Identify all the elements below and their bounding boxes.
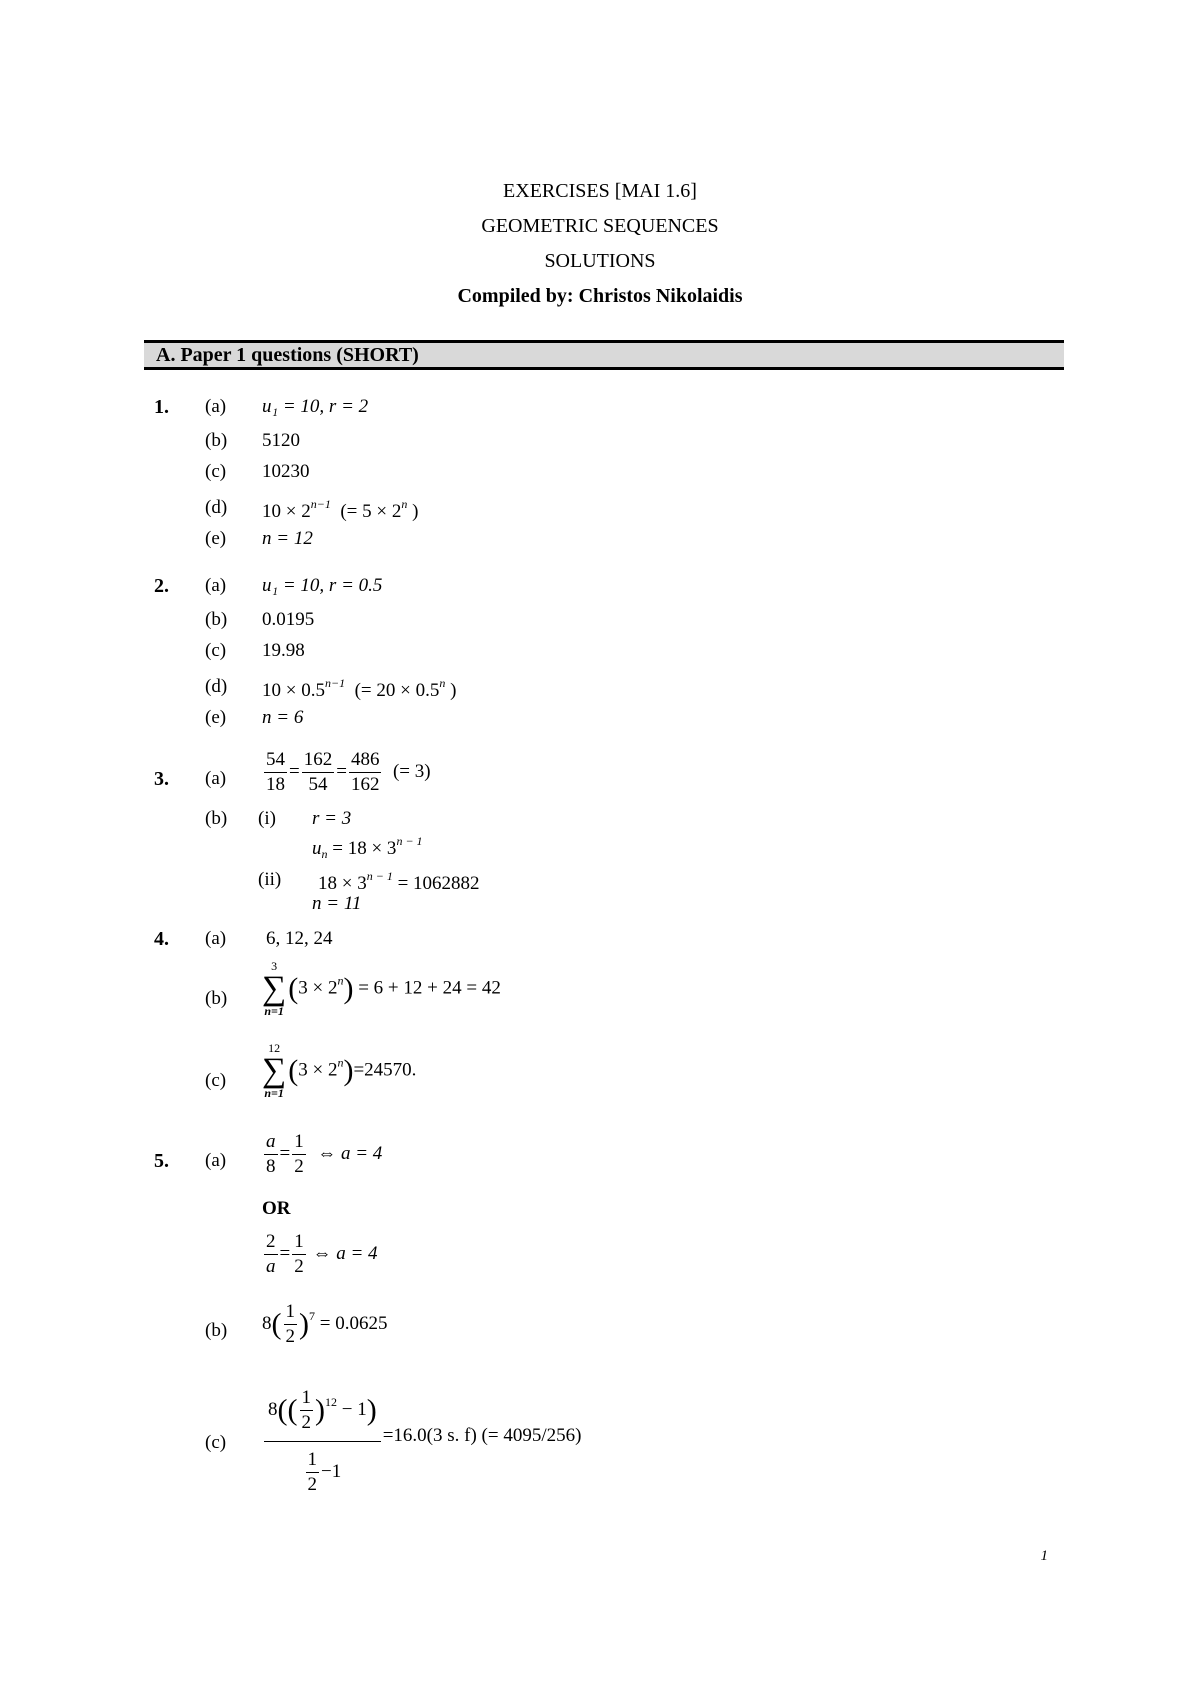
q1-d-alt: (= 5 × 2: [340, 501, 402, 522]
q3-a-fraction-3: $\frac{486}{162}$: [350, 749, 380, 795]
doc-subtitle: GEOMETRIC SEQUENCES: [481, 215, 719, 237]
section-header: [144, 340, 1064, 370]
q3-b-ii-line2: n = 11: [312, 893, 362, 914]
q3-b-i-line2: $u_n = 18 \times 3^{n - 1}$: [312, 834, 423, 861]
q2-part-e-label: (e): [205, 707, 227, 728]
q5-part-c-answer: [262, 1372, 581, 1502]
q5-or-label: OR: [262, 1198, 291, 1219]
question-number-3: 3.: [154, 768, 169, 790]
q2-d-exponent: n−1: [324, 676, 346, 690]
q2-part-d-label: (d): [205, 676, 228, 697]
q4-part-c-answer: 12 ∑ n=1 $(3 \times 2^n)=24570$.: [262, 1041, 417, 1100]
q1-part-b-answer: 5120: [262, 430, 300, 451]
q3-b-ii-line1: $18 \times 3^{n - 1} = 1062882$: [318, 869, 480, 894]
q2-part-b-answer: 0.0195: [262, 609, 315, 630]
q1-d-exponent: n−1: [310, 497, 331, 511]
q2-d-close: ): [450, 680, 457, 701]
q1-part-c-label: (c): [205, 461, 227, 482]
q4-part-a-label: (a): [205, 928, 227, 949]
q1-part-b-label: (b): [205, 430, 228, 451]
doc-author: Compiled by: Christos Nikolaidis: [457, 285, 743, 307]
q3-part-b-label: (b): [205, 808, 228, 829]
q5-part-a-answer-1: $\frac{a}{8}$ = $\frac{1}{2}$ ⇔ a = 4: [266, 1131, 383, 1177]
q2-part-c-label: (c): [205, 640, 227, 661]
q3-part-b-i-label: (i): [258, 808, 276, 829]
q1-d-base: 10 × 2: [262, 501, 311, 522]
q2-part-a-label: (a): [205, 575, 227, 596]
q2-part-b-label: (b): [205, 609, 228, 630]
q4-c-sigma: 12 ∑ n=1: [262, 1041, 287, 1100]
q4-b-sigma: 3 ∑ n=1: [262, 959, 287, 1018]
q2-d-alt: (= 20 × 0.5: [354, 680, 440, 701]
doc-title: EXERCISES [MAI 1.6]: [503, 180, 697, 202]
page-number: 1: [1040, 1548, 1048, 1564]
q3-part-a-answer: $\frac{54}{18}$ = $\frac{162}{54}$ = $\frac{486}{162}$ (= 3): [266, 749, 431, 795]
q1-part-e-label: (e): [205, 528, 227, 549]
q5-c-main-fraction: 8(( $\frac{1}{2}$ )$^{12}$ − 1) $\frac{1}{2}$ −1: [264, 1372, 381, 1502]
q3-a-tail: (= 3): [392, 760, 431, 782]
q5-part-a-label: (a): [205, 1150, 227, 1171]
q4-part-b-label: (b): [205, 988, 228, 1009]
q3-part-a-label: (a): [205, 768, 227, 789]
q2-part-a-answer: u₁ = 10, r = 0.5: [262, 575, 383, 596]
q1-d-alt-exponent: n: [401, 497, 408, 511]
q5-c-tail: =16.0(3 s. f) (= 4095/256): [382, 1425, 582, 1447]
q2-d-alt-exponent: n: [439, 676, 446, 690]
q2-part-c-answer: 19.98: [262, 640, 305, 661]
q4-part-c-label: (c): [205, 1070, 227, 1091]
question-number-2: 2.: [154, 575, 169, 597]
q3-b-i-line1: r = 3: [312, 808, 352, 829]
q1-part-a-answer: u₁ = 10, r = 2: [262, 396, 369, 417]
q5-part-a-answer-2: $\frac{2}{a}$ = $\frac{1}{2}$ ⇔ a = 4: [266, 1231, 378, 1277]
q5-part-c-label: (c): [205, 1432, 227, 1453]
q1-part-c-answer: 10230: [262, 461, 310, 482]
section-title: A. Paper 1 questions (SHORT): [156, 344, 419, 366]
q3-part-b-ii-label: (ii): [258, 869, 282, 890]
doc-solutions-label: SOLUTIONS: [544, 250, 656, 272]
q5-part-b-label: (b): [205, 1320, 228, 1341]
q1-part-e-answer: n = 12: [262, 528, 313, 549]
q2-d-base: 10 × 0.5: [262, 680, 325, 701]
q2-part-d-answer: [262, 676, 456, 702]
q3-a-fraction-2: $\frac{162}{54}$: [303, 749, 333, 795]
question-number-4: 4.: [154, 928, 169, 950]
q5-part-b-answer: 8( $\frac{1}{2}$ )$^7$ = 0.0625: [262, 1301, 388, 1347]
q1-part-d-answer: [262, 497, 418, 523]
q3-a-fraction-1: $\frac{54}{18}$: [266, 749, 285, 795]
q2-part-e-answer: n = 6: [262, 707, 304, 728]
q1-d-close: ): [412, 501, 419, 522]
q1-part-a-label: (a): [205, 396, 227, 417]
q4-part-b-answer: 3 ∑ n=1 $(3 \times 2^n) = 6 + 12 + 24 = 42$: [262, 959, 501, 1018]
q1-part-d-label: (d): [205, 497, 228, 518]
q4-part-a-answer: 6, 12, 24: [266, 928, 333, 949]
question-number-1: 1.: [154, 396, 169, 418]
question-number-5: 5.: [154, 1150, 169, 1172]
